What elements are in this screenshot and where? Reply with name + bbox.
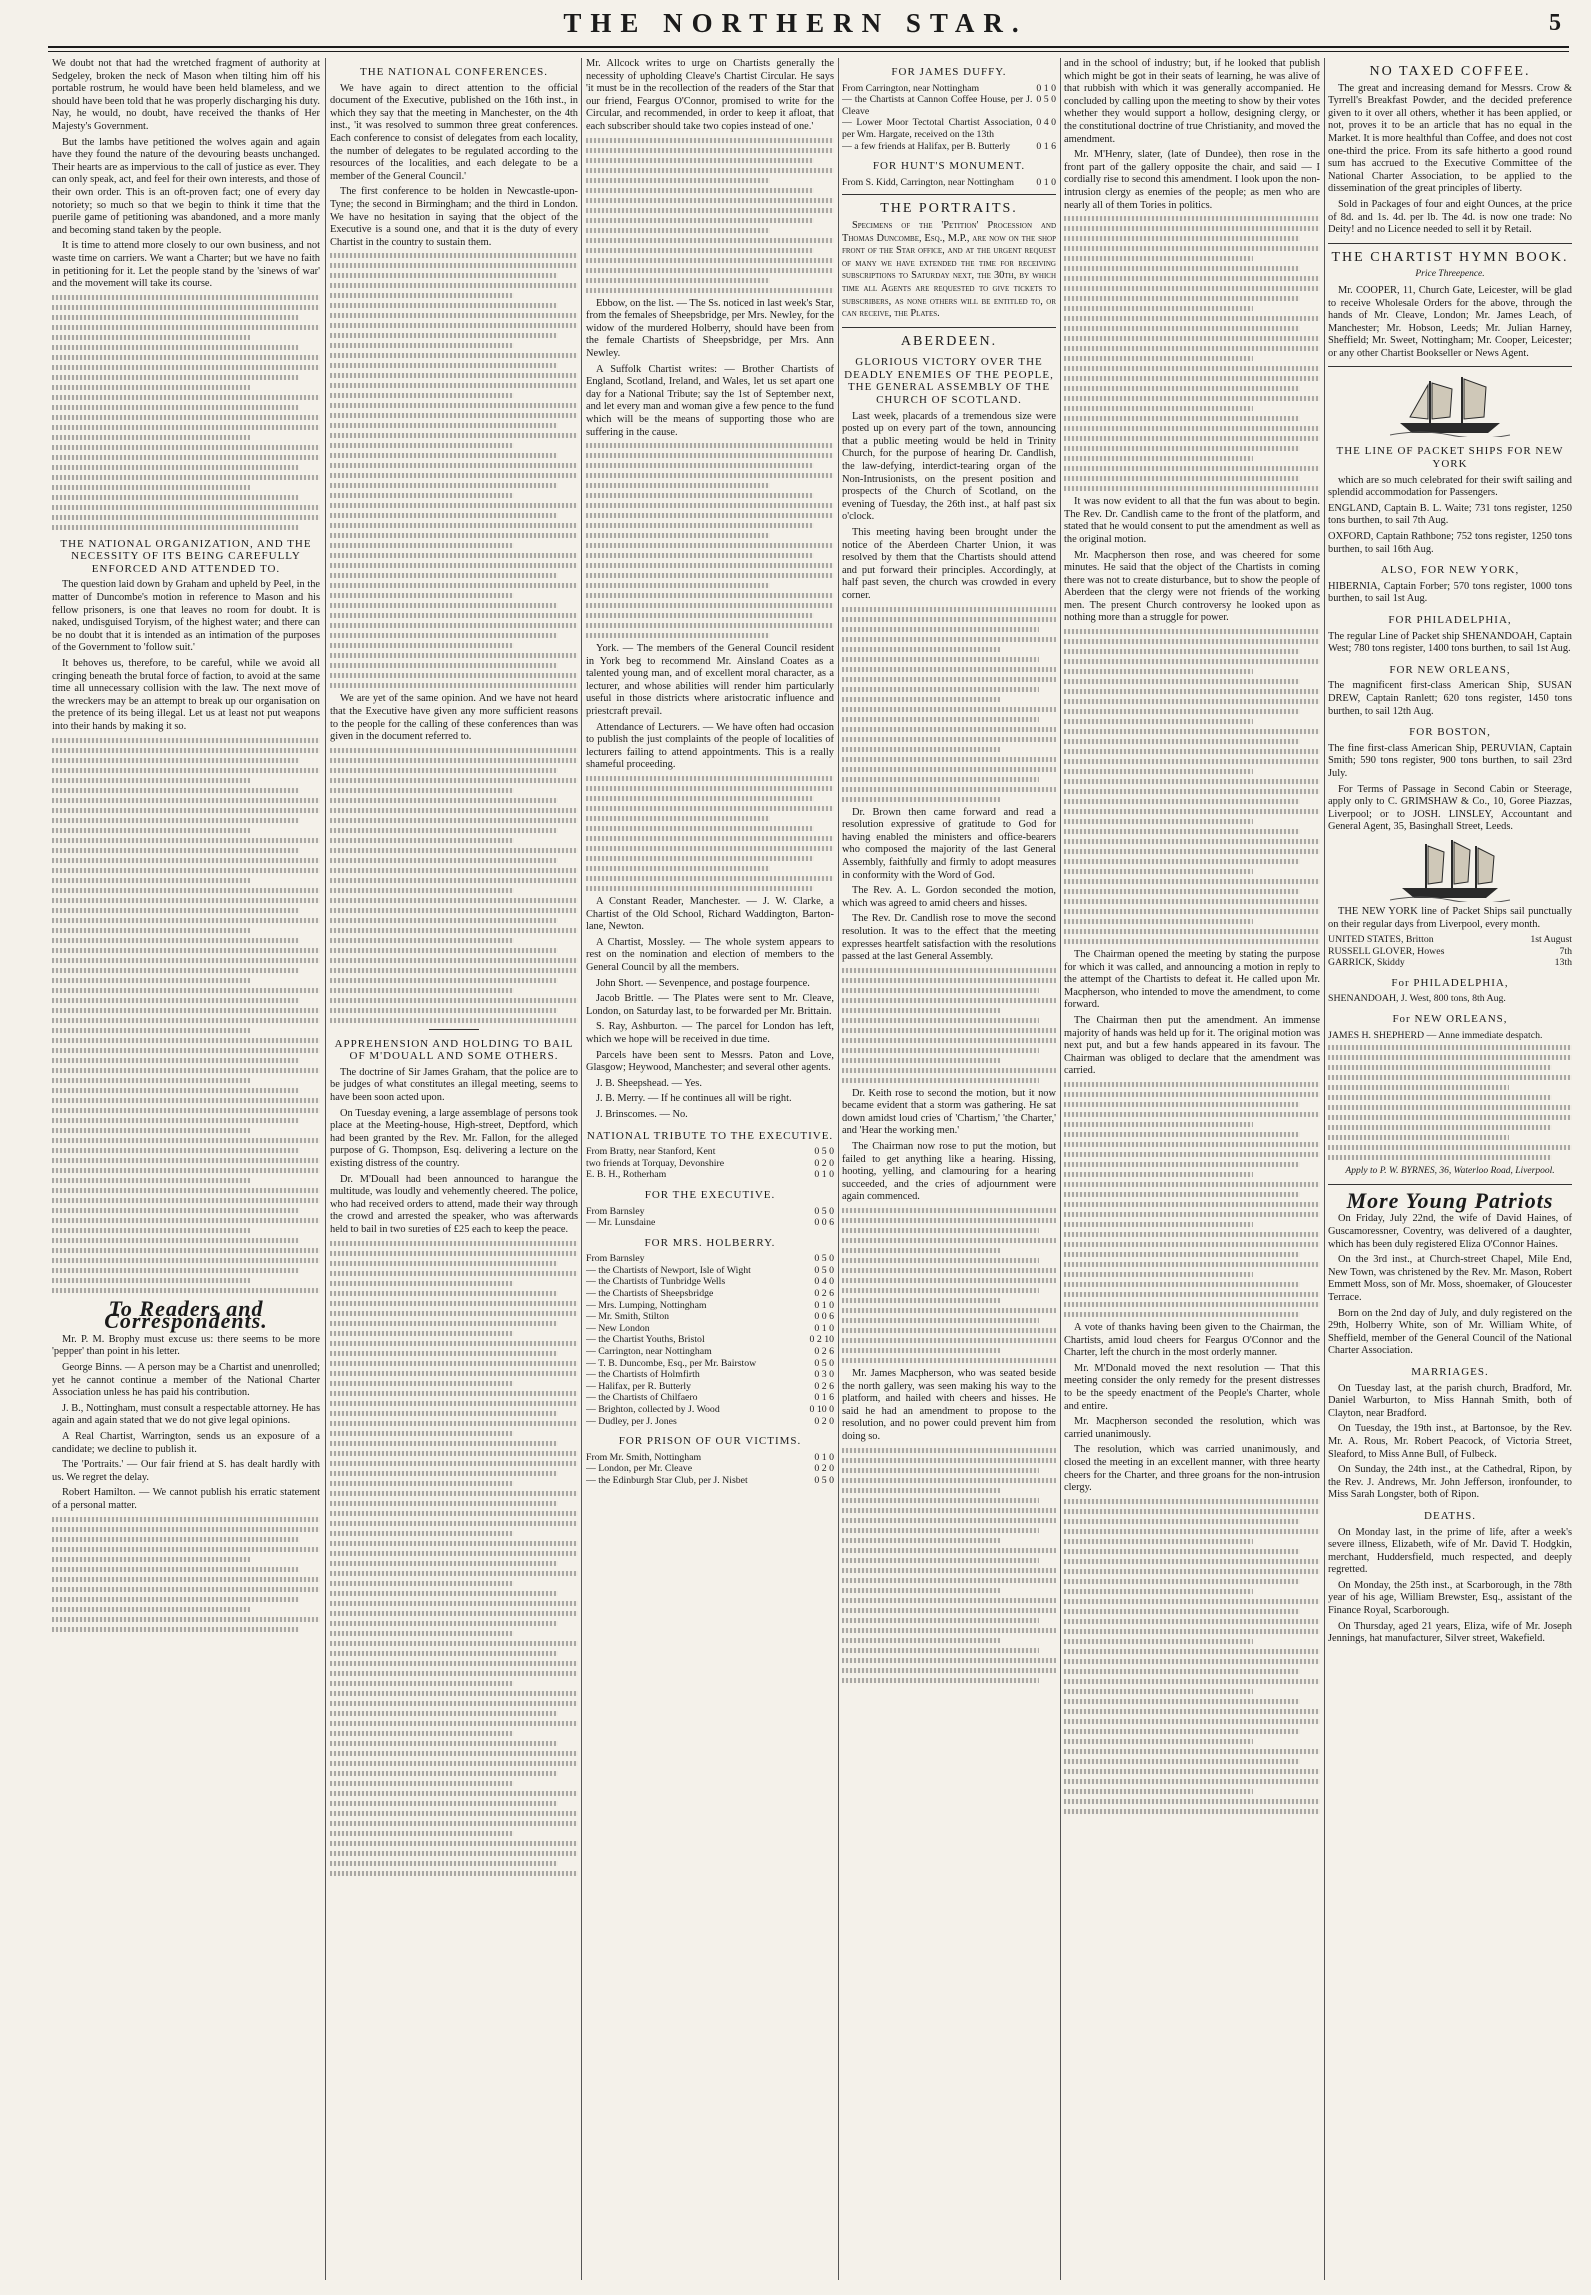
- sailing-entry: The magnificent first-class American Ship, SUSAN DREW, Captain Ranlett; 620 tons register, 1450 tons burthen, to sail 12th Aug.: [1328, 680, 1572, 717]
- section-heading: THE NATIONAL CONFERENCES.: [359, 66, 549, 78]
- text-filler: [1064, 629, 1320, 944]
- notice-paragraph: On Thursday, aged 21 years, Eliza, wife of Mr. Joseph Jennings, hat manufacturer, Silver street, Wakefield.: [1328, 1620, 1572, 1645]
- article-paragraph: Mr. M'Henry, slater, (late of Dundee), then rose in the front part of the gallery opposite the chair, and said — I cordially rise to second this amendment. I look upon the non-intrusion clergy as enemies of the people; as men who are nearly all of them Tories in politics.: [1064, 149, 1320, 211]
- notice-paragraph: Born on the 2nd day of July, and duly registered on the 29th, Holberry White, son of Mr. William White, of Sheffield, member of the General Council of the National Charter Association.: [1328, 1307, 1572, 1357]
- article-paragraph: A vote of thanks having been given to the Chairman, the Chartists, amid loud cheers for Feargus O'Connor and the Charter, left the church in the most orderly manner.: [1064, 1322, 1320, 1359]
- subscription-row: — New London 0 1 0: [586, 1322, 834, 1334]
- notice-paragraph: J. B. Sheepshead. — Yes.: [596, 1077, 702, 1089]
- article-paragraph: and in the school of industry; but, if he looked that publish which might be got in their seats of learning, he was alive of that rubbish with which it was generally accompanied. He concluded by calling upon the meeting to show by their votes whether they would support a hollow, designing clergy, or the constitutional doctrine of true Christianity, and moved the amendment.: [1064, 58, 1320, 145]
- article-paragraph: Mr. M'Donald moved the next resolution — That this meeting consider the only remedy for the present distresses to be the speedy enactment of the People's Charter, whole and entire.: [1064, 1362, 1320, 1412]
- section-heading: FOR THE EXECUTIVE.: [644, 1188, 776, 1201]
- section-heading: APPREHENSION AND HOLDING TO BAIL OF M'DOUALL AND SOME OTHERS.: [334, 1037, 574, 1063]
- section-heading: ABERDEEN.: [900, 333, 998, 349]
- advert-paragraph: which are so much celebrated for their swift sailing and splendid accommodation for Passengers.: [1328, 474, 1572, 499]
- article-paragraph: The Chairman opened the meeting by stating the purpose for which it was called, and announcing a motion in reply to the attempt of the Chartists to defeat it. He called upon Mr. Macpherson, who intended to move the amendment, to come forward.: [1064, 949, 1320, 1011]
- notice-paragraph: S. Ray, Ashburton. — The parcel for London has left, which we hope will be received in due time.: [586, 1021, 834, 1045]
- text-filler: [842, 1448, 1056, 1683]
- article-paragraph: The resolution, which was carried unanimously, and closed the meeting in an excellent manner, with three hearty cheers for the Charter, and three groans for the non-intrusion clergy.: [1064, 1444, 1320, 1494]
- text-filler: [586, 138, 834, 293]
- notice-paragraph: Attendance of Lecturers. — We have often had occasion to publish the just complaints of the people of localities of lecturers failing to attend appointments. This is a really shameful proceeding.: [586, 721, 834, 771]
- notice-paragraph: J. B. Merry. — If he continues all will be right.: [596, 1093, 792, 1105]
- section-subheading: GLORIOUS VICTORY OVER THE DEADLY ENEMIES OF THE PEOPLE, THE GENERAL ASSEMBLY OF THE CHURCH OF SCOTLAND.: [844, 356, 1054, 407]
- article-paragraph: We have again to direct attention to the official document of the Executive, published on the 16th inst., in which they say that the meeting in Manchester, on the 4th inst., 'it was resolved to summon three great conferences. Each conference to consist of delegates from each locality, the number of delegates to be regulated according to the resources of the localities, and each delegate to be a member of the General Council.': [330, 82, 578, 182]
- section-heading: DEATHS.: [1424, 1509, 1476, 1522]
- notice-paragraph: On Sunday, the 24th inst., at the Cathedral, Ripon, by the Rev. J. Andrews, Mr. John Jefferson, ironfounder, to Miss Sarah Longster, both of Ripon.: [1328, 1464, 1572, 1501]
- sailing-row: UNITED STATES, Britton 1st August: [1328, 934, 1572, 946]
- article-paragraph: We are yet of the same opinion. And we have not heard that the Executive have given any more sufficient reasons to the people for the calling of these conferences than was given in the document referred to.: [330, 693, 578, 743]
- sailing-heading: For NEW ORLEANS,: [1392, 1013, 1508, 1026]
- subscription-row: — Brighton, collected by J. Wood 0 10 0: [586, 1404, 834, 1415]
- column-6: [1328, 58, 1572, 2283]
- patriots-heading: More Young Patriots: [1346, 1187, 1554, 1213]
- text-filler: [1064, 1082, 1320, 1317]
- advert-paragraph: The great and increasing demand for Messrs. Crow & Tyrrell's Breakfast Powder, and the decided preference given to it over all others, whether it has been applied, or not, proves it to be an article that has no equal in the Market. It is more healthful than Coffee, and does not cost one-third the price. From its safe hitherto a good round sum has accrued to the Executive Committee of the National Charter Association, to be applied to the dissemination of the great principles of liberty.: [1328, 82, 1572, 195]
- column-divider: [325, 58, 326, 2280]
- notice-paragraph: J. Brinscomes. — No.: [596, 1108, 688, 1120]
- subscription-row: From Barnsley 0 5 0: [586, 1205, 834, 1217]
- text-filler: [52, 738, 320, 1293]
- subscription-row: From Bratty, near Stanford, Kent 0 5 0: [586, 1146, 834, 1158]
- section-heading: FOR PRISON OF OUR VICTIMS.: [618, 1435, 802, 1448]
- article-paragraph: It was now evident to all that the fun was about to begin. The Rev. Dr. Candlish came to the front of the platform, and stated that he would consent to put the amendment as well as the original motion.: [1064, 496, 1320, 545]
- subscription-row: — the Chartists of Sheepsbridge 0 2 6: [586, 1288, 834, 1300]
- divider: [429, 1029, 479, 1030]
- notice-paragraph: On the 3rd inst., at Church-street Chapel, Mile End, New Town, was christened by the Rev. Mr. Mason, Robert Emmett Moss, son of Mr. Moss, shoemaker, of Gloucester Terrace.: [1328, 1254, 1572, 1303]
- article-paragraph: Mr. James Macpherson, who was seated beside the north gallery, was seen making his way to the platform, and hailed with cheers and hisses. He said he had an amendment to propose to the resolution, and no power could prevent him from doing so.: [842, 1368, 1056, 1442]
- notice-paragraph: On Friday, July 22nd, the wife of David Haines, of Guscamoressner, Coventry, was delivered of a daughter, which has been duly registered Eliza O'Connor Haines.: [1328, 1213, 1572, 1250]
- correspondent-note: A Real Chartist, Warrington, sends us an exposure of a candidate; we decline to publish it.: [52, 1430, 320, 1455]
- sailing-heading: FOR PHILADELPHIA,: [1388, 614, 1512, 626]
- article-paragraph: Mr. Macpherson seconded the resolution, which was carried unanimously.: [1064, 1416, 1320, 1440]
- subscription-row: — the Chartists of Tunbridge Wells 0 4 0: [586, 1276, 834, 1288]
- article-paragraph: The Rev. A. L. Gordon seconded the motion, which was agreed to amid cheers and hisses.: [842, 885, 1056, 909]
- article-paragraph: On Tuesday evening, a large assemblage of persons took place at the Meeting-house, High-street, Deptford, which had been granted by the Rev. Mr. Fallon, for the alleged purpose of G. Thompson, Esq. delivering a lecture on the existing distress of the country.: [330, 1107, 578, 1170]
- masthead-rule: [48, 46, 1569, 52]
- divider: [1328, 366, 1572, 367]
- correspondent-note: J. B., Nottingham, must consult a respectable attorney. He has again and again stated that we do not give legal opinions.: [52, 1402, 320, 1427]
- column-4: [842, 58, 1056, 2283]
- subscription-row: E. B. H., Rotherham 0 1 0: [586, 1169, 834, 1181]
- text-filler: [330, 748, 578, 1023]
- advert-paragraph: For Terms of Passage in Second Cabin or Steerage, apply only to C. GRIMSHAW & Co., 10, Goree Piazzas, Liverpool; or to JOSH. LINSLEY, Accountant and General Agent, 35, Basinghall Street, Leeds.: [1328, 783, 1572, 833]
- subscription-row: From Carrington, near Nottingham 0 1 0: [842, 82, 1056, 94]
- subscription-row: From Barnsley 0 5 0: [586, 1253, 834, 1265]
- subscription-row: two friends at Torquay, Devonshire 0 2 0: [586, 1157, 834, 1169]
- text-filler: [586, 776, 834, 891]
- notice-paragraph: On Monday last, in the prime of life, after a week's severe illness, Elizabeth, wife of Mr. David T. Hodgkin, merchant, Huddersfield, much respected, and deeply regretted.: [1328, 1526, 1572, 1576]
- subscription-row: — the Chartist Youths, Bristol 0 2 10: [586, 1334, 834, 1346]
- article-paragraph: Mr. Macpherson then rose, and was cheered for some minutes. He said that the object of the Chartists in coming there was not to create disturbance, but to show the people of Aberdeen that the clergy were not friends of the working men. The present Church controversy he looked upon as nothing more than a struggle for power.: [1064, 549, 1320, 624]
- notice-paragraph: York. — The members of the General Council resident in York beg to recommend Mr. Ainsland Coates as a talented young man, and of excellent moral character, as a lecturer, and whose abilities will render him particularly useful in those districts where aristocratic influence and priestcraft prevail.: [586, 643, 834, 718]
- subscription-row: — Halifax, per R. Butterly 0 2 6: [586, 1380, 834, 1392]
- column-divider: [581, 58, 582, 2280]
- subscription-row: — London, per Mr. Cleave 0 2 0: [586, 1463, 834, 1475]
- article-paragraph: Specimens of the 'Petition' Procession and Thomas Duncombe, Esq., M.P., are now on the shop front of the Star office, and at the urgent request of many we have extended the time for receiving subscriptions to Saturday next, the 30th, by which time all Agents are requested to give tickets to subscribers, as none others will be entitled to, or can receive, the Plates.: [842, 219, 1056, 320]
- article-paragraph: Last week, placards of a tremendous size were posted up on every part of the town, announcing that a public meeting would be held in Trinity Church, for the purpose of hearing Dr. Candlish, the law-defying, interdict-tearing organ of the Non-Intrusionists, on the present position and prospects of the Church of Scotland, on the evening of Tuesday, the 26th inst., at half past six o'clock.: [842, 410, 1056, 523]
- correspondent-note: Mr. P. M. Brophy must excuse us: there seems to be more 'pepper' than point in his letter.: [52, 1333, 320, 1358]
- sailing-heading: For PHILADELPHIA,: [1391, 976, 1509, 989]
- text-filler: [586, 443, 834, 638]
- subscription-row: — Mr. Smith, Stilton 0 0 6: [586, 1311, 834, 1323]
- section-heading: NATIONAL TRIBUTE TO THE EXECUTIVE.: [586, 1129, 834, 1142]
- notice-paragraph: Parcels have been sent to Messrs. Paton and Love, Glasgow; Heywood, Manchester; and several other agents.: [586, 1049, 834, 1074]
- subscription-row: — Dudley, per J. Jones 0 2 0: [586, 1415, 834, 1427]
- text-filler: [330, 1241, 578, 1876]
- sailing-ship-icon: [1390, 373, 1510, 437]
- column-2: [330, 58, 578, 2283]
- correspondent-note: The 'Portraits.' — Our fair friend at S. has dealt hardly with us. We regret the delay.: [52, 1459, 320, 1483]
- notice-paragraph: A Chartist, Mossley. — The whole system appears to rest on the nomination and election of members to the General Council by all the members.: [586, 936, 834, 973]
- notice-paragraph: On Tuesday last, at the parish church, Bradford, Mr. Daniel Warburton, to Miss Hannah Smith, both of Clayton, near Bradford.: [1328, 1382, 1572, 1419]
- subscription-row: From Mr. Smith, Nottingham 0 1 0: [586, 1451, 834, 1463]
- notice-paragraph: Mr. Allcock writes to urge on Chartists generally the necessity of upholding Cleave's Chartist Circular. He says 'it must be in the recollection of the readers of the Star that our friend, Feargus O'Connor, promised to write for the Circular, and recommended, in order to keep it afloat, that each subscriber should take two copies instead of one.': [586, 58, 834, 132]
- correspondent-note: George Binns. — A person may be a Chartist and unenrolled; yet he cannot continue a member of the National Charter Association unless he has paid his contribution.: [52, 1361, 320, 1399]
- text-filler: [842, 607, 1056, 802]
- page-number: 5: [1549, 10, 1561, 36]
- text-filler: [330, 253, 578, 688]
- column-divider: [1060, 58, 1061, 2280]
- notice-paragraph: John Short. — Sevenpence, and postage fourpence.: [596, 977, 810, 989]
- text-filler: [1328, 1045, 1572, 1160]
- divider: [842, 194, 1056, 195]
- notice-paragraph: Ebbow, on the list. — The Ss. noticed in last week's Star, from the females of Sheepsbridge, per Mrs. Newley, for the widow of the murdered Holberry, should have been from the female Chartists of Sheepsbridge, per Mrs. Ann Newley.: [586, 297, 834, 359]
- subscription-row: — the Chartists of Holmfirth 0 3 0: [586, 1369, 834, 1381]
- subscription-row: — the Chartists at Cannon Coffee House, per J. Cleave 0 5 0: [842, 94, 1056, 117]
- text-filler: [842, 1208, 1056, 1363]
- text-filler: [842, 968, 1056, 1083]
- article-paragraph: Dr. Keith rose to second the motion, but it now became evident that a storm was gathering. He sat down amidst loud cries of 'Chartism,' 'the Charter,' and 'Hear the working men.': [842, 1087, 1056, 1137]
- advert-paragraph: Sold in Packages of four and eight Ounces, at the price of 8d. and 1s. 4d. per lb. The 4d. is now one trade: No Deity! and no Licence needed to sell it by Retail.: [1328, 198, 1572, 236]
- divider: [842, 327, 1056, 328]
- article-paragraph: It is time to attend more closely to our own business, and not waste time on carriers. We want a Charter; but we have no faith in petitioning for it. Let the people stand by the 'sinews of war' and the movement will take its course.: [52, 240, 320, 290]
- correspondents-heading: To Readers and Correspondents.: [104, 1295, 268, 1334]
- notice-paragraph: On Monday, the 25th inst., at Scarborough, in the 78th year of his age, William Brewster, Esq., assistant of the Finance Royal, Scarborough.: [1328, 1579, 1572, 1617]
- article-paragraph: It behoves us, therefore, to be careful, while we avoid all cringing beneath the brutal force of faction, to avoid at the same time all unnecessary collision with the law. The next move of the wreckers may be an attempt to break up our organisation on the pretence of its being illegal. Let us at least not put weapons into their hands by making it so.: [52, 658, 320, 732]
- article-paragraph: The Chairman then put the amendment. An immense majority of hands was held up for it. The original motion was next put, and but a few hands appeared in its favour. The Chairman was obliged to declare that the amendment was carried.: [1064, 1015, 1320, 1077]
- masthead: [0, 0, 1591, 52]
- sailing-heading: ALSO, FOR NEW YORK,: [1380, 564, 1520, 577]
- sailing-entry: The regular Line of Packet ship SHENANDOAH, Captain West; 780 tons register, 1400 tons burthen, to sail 1st Aug.: [1328, 630, 1572, 655]
- subscription-row: — T. B. Duncombe, Esq., per Mr. Bairstow 0 5 0: [586, 1357, 834, 1369]
- sailing-heading: FOR BOSTON,: [1409, 726, 1491, 739]
- notice-paragraph: A Suffolk Chartist writes: — Brother Chartists of England, Scotland, Ireland, and Wales, let us set apart one day for a National Tribute; say the 1st of September next, and let every man and woman give a few pence to the fund which will be the means of supporting those who are suffering in the cause.: [586, 363, 834, 438]
- sailing-heading: FOR NEW ORLEANS,: [1389, 663, 1511, 676]
- notice-paragraph: A Constant Reader, Manchester. — J. W. Clarke, a Chartist of the Old School, Richard Waddington, Barton-lane, Newton.: [586, 896, 834, 933]
- subscription-row: — Mrs. Lumping, Nottingham 0 1 0: [586, 1299, 834, 1311]
- column-5: [1064, 58, 1320, 2283]
- section-heading: THE PORTRAITS.: [880, 201, 1018, 217]
- article-paragraph: The Rev. Dr. Candlish rose to move the second resolution. It was to the effect that the meeting expresses heartfelt satisfaction with the resolutions passed at the last General Assembly.: [842, 913, 1056, 963]
- notice-paragraph: Jacob Brittle. — The Plates were sent to Mr. Cleave, London, on Saturday last, to be forwarded per Mr. Brittain.: [586, 993, 834, 1017]
- section-heading: FOR HUNT'S MONUMENT.: [872, 160, 1026, 173]
- subscription-row: From S. Kidd, Carrington, near Nottingham 0 1 0: [842, 176, 1056, 188]
- correspondent-note: Robert Hamilton. — We cannot publish his erratic statement of a personal matter.: [52, 1487, 320, 1511]
- advert-heading: NO TAXED COFFEE.: [1369, 64, 1531, 79]
- advert-heading: THE CHARTIST HYMN BOOK.: [1331, 249, 1569, 265]
- text-filler: [1064, 216, 1320, 491]
- article-paragraph: Dr. Brown then came forward and read a resolution expressive of gratitude to God for having enabled the ministers and office-bearers who composed the majority of the last General Assembly, faithfully and firmly to adopt measures in conformity with the Word of God.: [842, 806, 1056, 881]
- section-heading: FOR JAMES DUFFY.: [891, 66, 1007, 78]
- text-filler: [1064, 1499, 1320, 1814]
- subscription-row: — the Chartists of Chilfaero 0 1 6: [586, 1392, 834, 1404]
- advert-paragraph: Mr. COOPER, 11, Church Gate, Leicester, will be glad to receive Wholesale Orders for the above, through the hands of Mr. Cleave, London; Mr. James Leach, of Manchester; Mr. Hobson, Leeds; Mr. Julian Harney, Sheffield; Mr. Sweet, Nottingham; Mr. Cooper, Leicester; or any other Chartist Bookseller or News Agent.: [1328, 284, 1572, 359]
- sailing-row: SHENANDOAH, J. West, 800 tons, 8th Aug.: [1328, 993, 1506, 1005]
- article-paragraph: The Chairman now rose to put the motion, but failed to get anything like a hearing. Hissing, hooting, yelling, and clamouring for a hearing succeeded, and the cries of adjournment were again commenced.: [842, 1141, 1056, 1203]
- sailing-entry: ENGLAND, Captain B. L. Waite; 731 tons register, 1250 tons burthen, to sail 7th Aug.: [1328, 502, 1572, 527]
- article-paragraph: The doctrine of Sir James Graham, that the police are to be judges of what constitutes an illegal meeting, seems to have been soon acted upon.: [330, 1066, 578, 1104]
- subscription-row: — Carrington, near Nottingham 0 2 6: [586, 1346, 834, 1358]
- section-heading: MARRIAGES.: [1411, 1365, 1489, 1378]
- column-divider: [1324, 58, 1325, 2280]
- article-paragraph: Dr. M'Douall had been announced to harangue the multitude, was loudly and vehemently cheered. The police, who had received orders to attend, made their way through the crowd and arrested the speaker, who was afterwards held to bail in two sureties of £25 each to keep the peace.: [330, 1173, 578, 1235]
- sailing-ship-icon: [1390, 838, 1510, 902]
- advert-price: Price Threepence.: [1415, 269, 1485, 280]
- section-heading: FOR MRS. HOLBERRY.: [644, 1236, 776, 1249]
- sailing-row: JAMES H. SHEPHERD — Anne immediate despatch.: [1328, 1029, 1543, 1041]
- newspaper-title: THE NORTHERN STAR.: [563, 8, 1028, 38]
- article-paragraph: This meeting having been brought under the notice of the Aberdeen Charter Union, it was resolved by them that the Chartists should attend and put forward their principles. Accordingly, at half past seven, the church was crowded in every corner.: [842, 527, 1056, 601]
- notice-paragraph: On Tuesday, the 19th inst., at Bartonsoe, by the Rev. Mr. A. Rous, Mr. Robert Peacock, of Victoria Street, Sleaford, to Miss Anne Bull, of Fulbeck.: [1328, 1423, 1572, 1460]
- divider: [1328, 243, 1572, 244]
- column-1: [52, 58, 320, 2283]
- article-paragraph: The question laid down by Graham and upheld by Peel, in the matter of Duncombe's motion in reference to Mason and his fellow prisoners, is one that leaves no room for doubt. It is naked, undisguised Toryism, of the highest water; and there can be no doubt that it is intended as an intimation of the purposes of the Government to 'follow suit.': [52, 579, 320, 654]
- sailing-row: RUSSELL GLOVER, Howes 7th: [1328, 945, 1572, 957]
- text-filler: [52, 1517, 320, 1632]
- subscription-row: — a few friends at Halifax, per B. Butterly 0 1 6: [842, 140, 1056, 152]
- subscription-row: — Lower Moor Tectotal Chartist Association, per Wm. Hargate, received on the 13th 0 4 0: [842, 117, 1056, 140]
- advert-agent: Apply to P. W. BYRNES, 36, Waterloo Road, Liverpool.: [1345, 1166, 1555, 1177]
- column-3: [586, 58, 834, 2283]
- article-paragraph: We doubt not that had the wretched fragment of authority at Sedgeley, broken the neck of Mason when tilting him off his portable rostrum, he would have been held blameless, and we should have been told that he was properly discharging his duty. Nay, he would, no doubt, have received the thanks of Her Majesty's Government.: [52, 58, 320, 132]
- article-paragraph: But the lambs have petitioned the wolves again and again have they found the nature of the devouring beasts unchanged. Their hearts are as impervious to the call of justice as ever. They can only speak, act, and feel for their own interests, and those of their own order. This is an oft-proven fact; one of every day notoriety; so much so that we begin to think it time that the puerile game of petitioning was abandoned, and a more manly and becoming stand taken by the people.: [52, 136, 320, 236]
- sailing-row: GARRICK, Skiddy 13th: [1328, 957, 1572, 969]
- article-paragraph: The first conference to be holden in Newcastle-upon-Tyne; the second in Birmingham; and the third in London. We have no hesitation in saying that the object of the Executive is a sound one, and that it is the duty of every Chartist in the country to sustain them.: [330, 186, 578, 248]
- divider: [1328, 1184, 1572, 1185]
- text-filler: [52, 295, 320, 530]
- subscription-row: — the Edinburgh Star Club, per J. Nisbet 0 5 0: [586, 1474, 834, 1486]
- section-heading: THE NATIONAL ORGANIZATION, AND THE NECESSITY OF ITS BEING CAREFULLY ENFORCED AND ATTENDED TO.: [60, 537, 312, 575]
- sailing-entry: OXFORD, Captain Rathbone; 752 tons register, 1250 tons burthen, to sail 16th Aug.: [1328, 531, 1572, 555]
- subscription-row: — Mr. Lunsdaine 0 0 6: [586, 1217, 834, 1229]
- sailing-entry: The fine first-class American Ship, PERUVIAN, Captain Smith; 590 tons register, 900 tons burthen, to sail 23rd July.: [1328, 742, 1572, 779]
- subscription-row: — the Chartists of Newport, Isle of Wight 0 5 0: [586, 1264, 834, 1276]
- advert-heading: THE LINE OF PACKET SHIPS FOR NEW YORK: [1336, 445, 1564, 471]
- column-divider: [838, 58, 839, 2280]
- advert-paragraph: THE NEW YORK line of Packet Ships sail punctually on their regular days from Liverpool, every month.: [1328, 905, 1572, 930]
- sailing-entry: HIBERNIA, Captain Forber; 570 tons register, 1000 tons burthen, to sail 1st Aug.: [1328, 580, 1572, 605]
